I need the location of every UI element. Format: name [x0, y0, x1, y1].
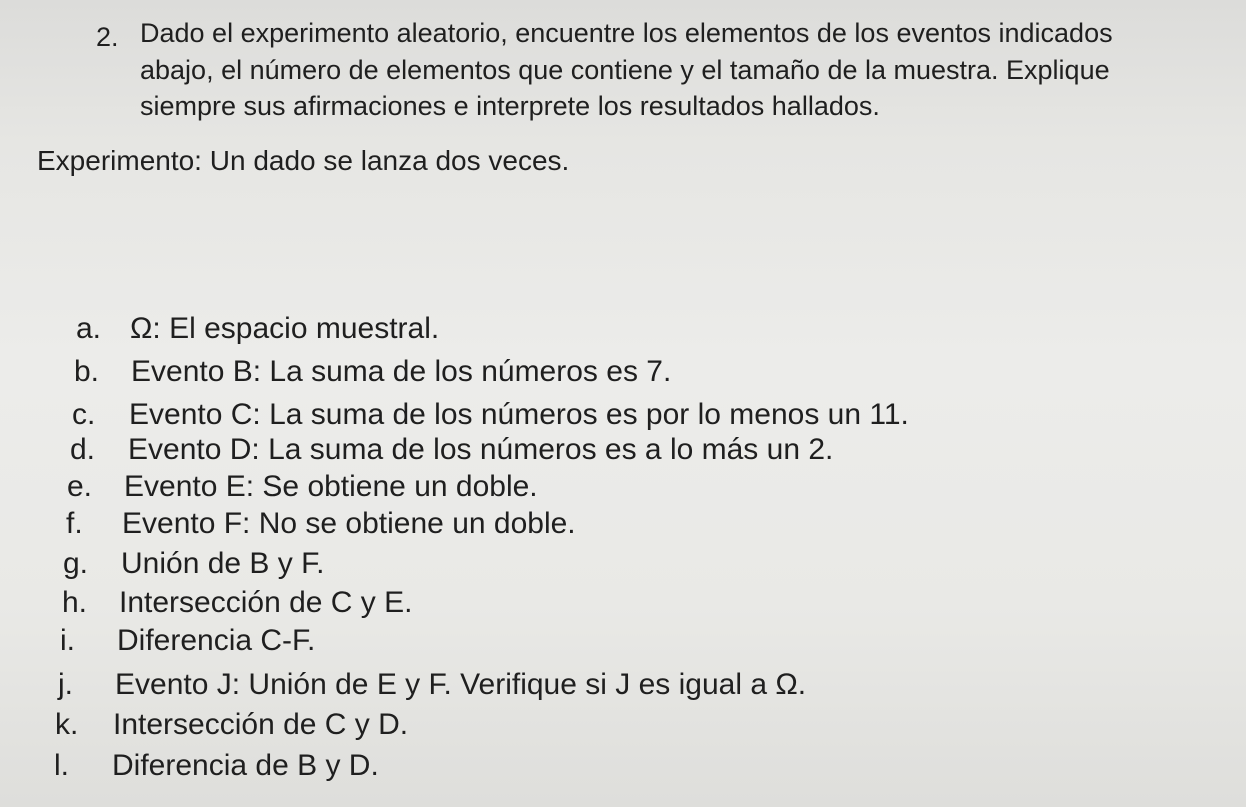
item-letter: a. — [76, 312, 102, 345]
item-text: Diferencia C-F. — [117, 624, 316, 657]
item-text: Diferencia de B y D. — [112, 749, 379, 782]
item-letter: d. — [70, 433, 96, 466]
item-letter: f. — [66, 507, 83, 540]
item-text: Evento F: No se obtiene un doble. — [122, 507, 576, 540]
item-text: Evento B: La suma de los números es 7. — [131, 355, 672, 388]
item-letter: b. — [74, 355, 100, 388]
item-letter: e. — [67, 470, 93, 503]
item-text: Evento C: La suma de los números es por lo menos un 11. — [129, 398, 909, 431]
experiment-statement: Experimento: Un dado se lanza dos veces. — [37, 145, 570, 176]
item-letter: i. — [60, 624, 75, 657]
item-letter: k. — [55, 708, 79, 741]
item-text: Evento D: La suma de los números es a lo más un 2. — [128, 433, 834, 466]
item-letter: l. — [54, 749, 69, 782]
item-letter: c. — [72, 398, 96, 431]
item-text: Intersección de C y D. — [113, 708, 409, 741]
item-letter: g. — [63, 547, 89, 580]
question-text-line-2: abajo, el número de elementos que contiene y el tamaño de la muestra. Explique — [140, 55, 1110, 85]
item-letter: h. — [62, 586, 88, 619]
item-letter: j. — [58, 668, 73, 701]
item-text: Unión de B y F. — [121, 547, 325, 580]
item-text: Evento J: Unión de E y F. Verifique si J es igual a Ω. — [115, 668, 807, 701]
question-text-line-3: siempre sus afirmaciones e interprete los resultados hallados. — [140, 91, 880, 121]
item-text: Evento E: Se obtiene un doble. — [124, 470, 538, 503]
question-number: 2. — [96, 22, 119, 52]
question-text-line-1: Dado el experimento aleatorio, encuentre los elementos de los eventos indicados — [140, 18, 1113, 48]
item-text: Ω: El espacio muestral. — [130, 312, 440, 345]
item-text: Intersección de C y E. — [119, 586, 413, 619]
